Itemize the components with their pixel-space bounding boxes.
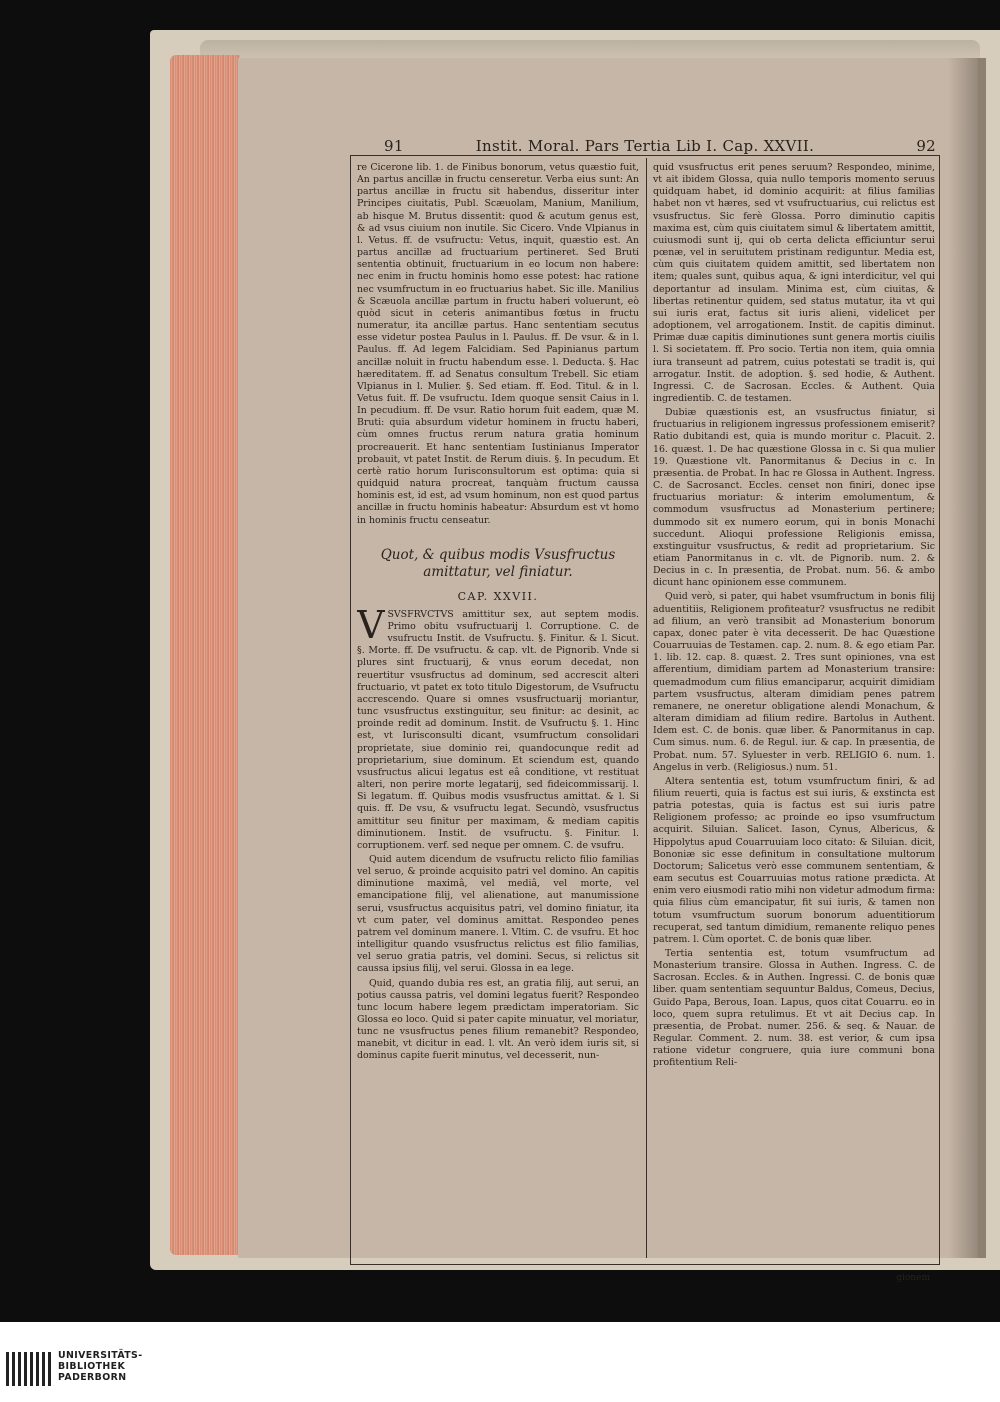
drop-cap: V [357, 602, 385, 647]
library-logo-icon [6, 1352, 54, 1386]
library-name-line-3: PADERBORN [58, 1372, 127, 1383]
right-paragraph-5: Tertia sententia est, totum vsumfructum ad Monasterium transire. Glossa in Authen. Ingress. C. de Sacrosan. Eccles. & in Authen. Ingressi. C. de bonis quæ liber. quam sententiam sequuntur Baldus, Comeus, Decius, Guido Papa, Berous, Ioan. Lapus, quos citat Couarru. eo in loco, quem supra retulimus. Et vt ait Decius cap. In præsentia, de Probat. numer. 256. & seq. & Nauar. de Regular. Comment. 2. num. 38. est verior, & cum ipsa ratione videtur congruere, quia iure communi bona profitentium Reli- [653, 948, 935, 1069]
left-paragraph-2-text: SVSFRVCTVS amittitur sex, aut septem modis. Primo obitu vsufructuarij l. Corruptione. C. de vsufructu Instit. de Vsufructu. §. Finitur. & l. Sicut. §. Morte. ff. De vsufructu. & cap. vlt. de Pignorib. Vnde si plures sint fructuarij, & vnus eorum decedat, non reuertitur vsusfructus ad dominum, sed accrescit alteri fructuario, vt patet ex toto titulo Digestorum, de Vsufructu accrescendo. Quare si omnes vsusfructuarij moriantur, tunc vsusfructus exstinguitur, seu finitur: ac desinit, ac proinde redit ad dominum. Instit. de Vsufructu §. 1. Hinc est, vt Iurisconsulti dicant, vsumfructum consolidari proprietate, siue dominio rei, quandocunque redit ad proprietarium, siue dominum. Et sciendum est, quando vsusfructus alicui legatus est eâ conditione, vt restituat alteri, non perire morte legatarij, sed fideicommissarij. l. Si legatum. ff. Quibus modis vsusfructus amittat. & l. Si quis. ff. De vsu, & vsufructu legat. Secundò, vsusfructus amittitur seu finitur per maximam, & mediam capitis diminutionem. Instit. de vsufructu. §. Finitur. l. corruptionem. verf. sed neque per omnem. C. de vsufru. [357, 608, 639, 851]
library-name-line-2: BIBLIOTHEK [58, 1361, 126, 1372]
left-column [357, 162, 639, 1262]
text-frame [350, 155, 940, 1265]
right-paragraph-4: Altera sententia est, totum vsumfructum finiri, & ad filium reuerti, quia is factus est sui iuris, & exstincta est patria potestas, quia is factus est sui iuris patre Religionem professo; ac proinde eo ipso vsumfructum acquirit. Siluian. Salicet. Iason, Cynus, Albericus, & Hippolytus apud Couarruuiam loco citato: & Siluian. dicit, Bononiæ sic esse definitum in consultatione multorum Doctorum; Salicetus verò esse communem sententiam, & eam secutus est Couarruuias motus ratione prædicta. At enim vero eiusmodi ratio mihi non videtur admodum firma: quia filius cùm emancipatur, fit sui iuris, & tamen non totum vsumfructum suorum bonorum aduentitiorum recuperat, sed tantum dimidium, remanente reliquo penes patrem. l. Cùm oportet. C. de bonis quæ liber. [653, 775, 935, 945]
right-paragraph-1: quid vsusfructus erit penes seruum? Respondeo, minime, vt ait ibidem Glossa, quia nullo temporis momento seruus quidquam habet, id dominio acquirit: at filius familias habet non vt hæres, sed vt vsufructuarius, cui relictus est vsusfructus. Sic ferè Glossa. Porro diminutio capitis maxima est, cùm quis ciuitatem simul & libertatem amittit, cuiusmodi sunt ij, qui ob certa delicta efficiuntur serui pœnæ, vel in seruitutem pristinam rediguntur. Media est, cùm quis ciuitatem quidem amittit, sed libertatem non item; quales sunt, quibus aqua, & igni interdicitur, vel qui deportantur ad insulam. Minima est, cùm ciuitas, & libertas retinentur quidem, sed status mutatur, ita vt qui sui iuris erat, factus sit iuris alieni, videlicet per adoptionem, vel arrogationem. Instit. de capitis diminut. Primæ duæ capitis diminutiones sunt genera mortis ciuilis l. Si societatem. ff. Pro socio. Tertia non item, quia omnia iura transeunt ad patrem, cuius potestati se tradit is, qui arrogatur. Instit. de adoption. §. sed hodie, & Authent. Ingressi. C. de Sacrosan. Eccles. & Authent. Quia ingredientib. C. de testamen. [653, 162, 935, 404]
left-paragraph-4: Quid, quando dubia res est, an gratia filij, aut serui, an potius caussa patris, vel domini legatus fuerit? Respondeo tunc locum habere legem prædictam imperatoriam. Sic Glossa eo loco. Quid si pater capite minuatur, vel moriatur, tunc ne vsusfructus penes filium remanebit? Respondeo, manebit, vt dicitur in ead. l. vlt. An verò idem iuris sit, si dominus capite fuerit minutus, vel decesserit, nun- [357, 977, 639, 1062]
right-paragraph-3: Quid verò, si pater, qui habet vsumfructum in bonis filij aduentitiis, Religionem profiteatur? vsusfructus ne redibit ad filium, an verò transibit ad Monasterium bonorum capax, donec pater è vita decesserit. De hac Quæstione Couarruuias de Testamen. cap. 2. num. 8. & ego etiam Par. 1. lib. 12. cap. 8. quæst. 2. Tres sunt opiniones, vna est afferentium, dimidiam partem ad Monasterium transire: quemadmodum cum filius emanciparur, acquirit dimidiam partem vsusfructus, alteram dimidiam penes patrem remanere, ne oneretur obligatione alendi Monachum, & alteram dimidiam ad filium redire. Bartolus in Authent. Idem est. C. de bonis. quæ liber. & Panormitanus in cap. Cum simus. num. 6. de Regul. iur. & cap. In præsentia, de Probat. num. 57. Syluester in verb. RELIGIO 6. num. 1. Angelus in verb. (Religiosus.) num. 51. [653, 591, 935, 773]
running-header [350, 135, 940, 157]
left-paragraph-1: re Cicerone lib. 1. de Finibus bonorum, vetus quæstio fuit, An partus ancillæ in fructu censeretur. Verba eius sunt: An partus ancillæ in fructu sit habendus, disseritur inter Principes ciuitatis, Publ. Scæuolam, Manium, Manilium, ab hisque M. Brutus dissentit: quod & acutum genus est, & ad vsus ciuium non inutile. Sic Cicero. Vnde Vlpianus in l. Vetus. ff. de vsufructu: Vetus, inquit, quæstio est. An partus ancillæ ad fructuarium pertineret. Sed Bruti sententia obtinuit, fructuarium in eo locum non habere: nec enim in fructu hominis homo esse potest: hac ratione nec vsumfructum in eo fructuarius habet. Sic ille. Manilius & Scæuola ancillæ partum in fructu haberi voluerunt, eò quòd sicut in ceteris animantibus fœtus in fructu numeratur, ita ancillæ partus. Hanc sententiam secutus esse videtur postea Paulus in l. Paulus. ff. De vsur. & in l. Paulus. ff. Ad legem Falcidiam. Sed Papinianus partum ancillæ noluit in fructu habendum esse. l. Deducta. §. Hac hæreditatem. ff. ad Senatus consultum Trebell. Sic etiam Vlpianus in l. Mulier. §. Sed etiam. ff. Eod. Titul. & in l. Vetus fuit. ff. De vsufructu. Idem quoque sensit Caius in l. In pecudium. ff. De vsur. Ratio horum fuit eadem, quæ M. Bruti: quia absurdum videtur hominem in fructu haberi, cùm omnes fructus rerum natura gratia hominum procreauerit. Et hanc sententiam Iustinianus Imperator probauit, vt patet Instit. de Rerum diuis. §. In pecudum. Et certè ratio horum Iurisconsultorum est optima: quia si quidquid natura procreat, tanquàm fructum caussa hominis est, id est, ad vsum hominum, non est quod partus ancillæ in fructu hominis habeatur: Absurdum est vt homo in hominis fructu censeatur. [357, 162, 639, 526]
text-block [350, 135, 940, 1283]
page-edges [170, 55, 240, 1255]
page-number-right: 92 [916, 137, 936, 155]
library-name [58, 1350, 143, 1383]
column-divider [646, 158, 647, 1258]
catchword: gionem [896, 1273, 930, 1283]
footer-area [0, 1322, 1000, 1402]
right-paragraph-2: Dubiæ quæstionis est, an vsusfructus finiatur, si fructuarius in religionem ingressus professionem emiserit? Ratio dubitandi est, quia is mundo moritur c. Placuit. 2. 16. quæst. 1. De hac quæstione Glossa in c. Si qua mulier 19. Quæstione vlt. Panormitanus & Decius in c. In præsentia. de Probat. In hac re Glossa in Authent. Ingress. C. de Sacrosanct. Eccles. censet non finiri, donec ipse fructuarius moriatur: & interim emolumentum, & commodum vsusfructus ad Monasterium pertinere; dummodo sit ex numero eorum, qui in bonis Monachi succedunt. Alioqui professione Religionis emissa, exstinguitur vsusfructus, & redit ad proprietarium. Sic etiam Panormitanus in c. vlt. de Pignorib. num. 2. & Decius in c. In præsentia, de Probat. num. 56. & ambo dicunt hanc opinionem esse communem. [653, 407, 935, 589]
chapter-heading: Quot, & quibus modis Vsusfructus amittatur, vel finiatur. [380, 546, 616, 580]
chapter-number: CAP. XXVII. [457, 589, 539, 603]
left-paragraph-2 [357, 602, 639, 852]
right-column [653, 162, 935, 1252]
library-name-line-1: UNIVERSITÄTS- [58, 1350, 143, 1361]
left-paragraph-3: Quid autem dicendum de vsufructu relicto filio familias vel seruo, & proinde acquisito patri vel domino. An capitis diminutione maximâ, vel mediâ, vel morte, vel emancipatione filij, vel alienatione, aut manumissione serui, vsusfructus acquisitus patri, vel domino finiatur, ita vt cum pater, vel dominus amittat. Respondeo penes patrem vel dominum manere. l. Vltim. C. de vsufru. Et hoc intelligitur quando vsusfructus relictus est filio familias, vel seruo gratia patris, vel domini. Secus, si relictus sit caussa ipsius filij, vel serui. Glossa in ea lege. [357, 853, 639, 975]
page-number-left: 91 [384, 137, 404, 155]
running-title: Instit. Moral. Pars Tertia Lib I. Cap. XXVII. [475, 137, 815, 155]
